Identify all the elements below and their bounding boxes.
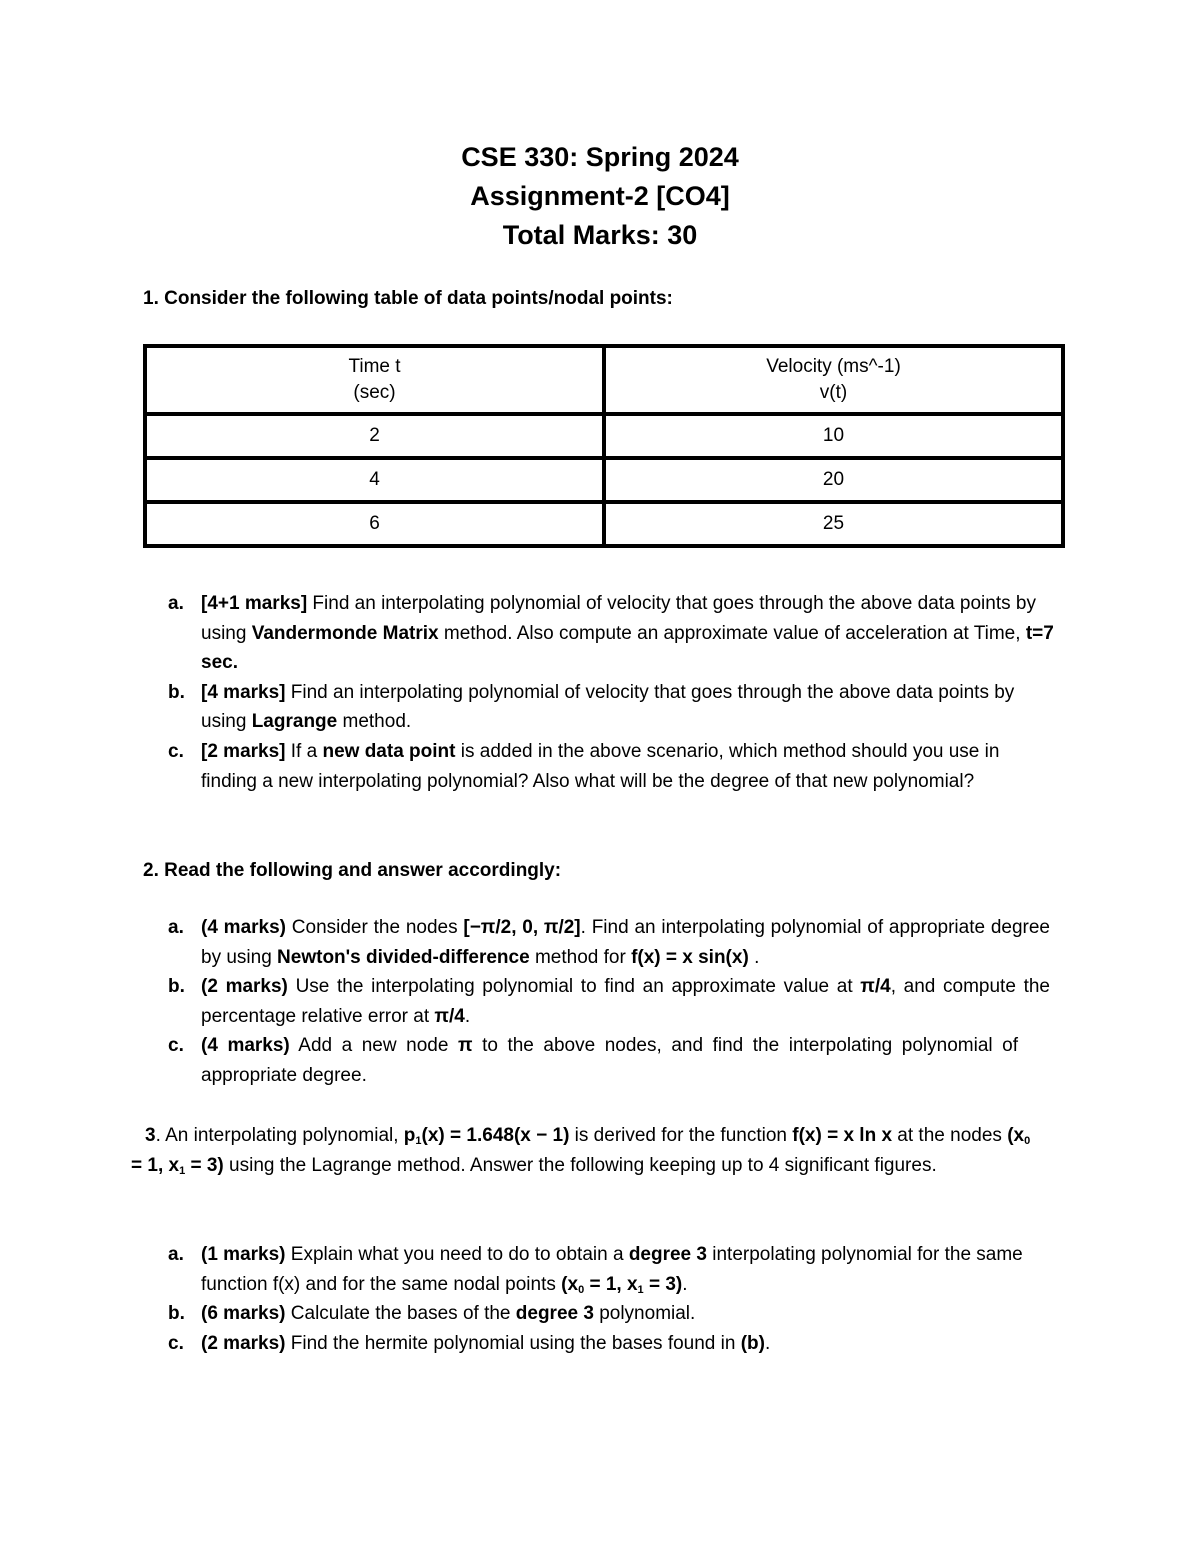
part-emphasis: [−π/2, 0, π/2]	[463, 917, 581, 938]
table-row	[145, 414, 1063, 458]
velocity-cell: 25	[604, 502, 1063, 546]
part-label: a.	[168, 1244, 184, 1265]
part-text: Calculate the bases of the	[285, 1303, 516, 1325]
time-cell: 2	[145, 414, 604, 458]
q1-part-c	[143, 737, 1055, 796]
part-marks: [4+1 marks]	[201, 593, 308, 614]
node-subscript: 1	[637, 1283, 644, 1296]
part-emphasis: π/4	[860, 976, 891, 998]
part-marks: (4 marks)	[201, 1035, 290, 1057]
q3-part-b	[143, 1299, 1043, 1329]
part-text: is added in the above scenario, which method should you use in finding a new interpolating polynomial? Also what will be the degree of that new polynomial?	[201, 740, 1000, 792]
table-row	[145, 502, 1063, 546]
part-emphasis: degree 3	[515, 1303, 594, 1325]
node-open: (x	[1007, 1125, 1025, 1146]
part-text: interpolating polynomial for the same function f(x) and for the same nodal points	[201, 1244, 1023, 1295]
part-label: a.	[168, 917, 184, 938]
part-text: Find an interpolating polynomial of velocity that goes through the above data points by using	[201, 681, 1015, 733]
part-marks: (2 marks)	[201, 976, 288, 998]
course-title: CSE 330: Spring 2024	[461, 142, 739, 172]
table-row	[145, 458, 1063, 502]
part-emphasis: f(x) = x sin(x)	[631, 946, 749, 968]
part-text: Consider the nodes	[286, 917, 464, 938]
part-text: . Find an interpolating polynomial of appropriate degree by using	[201, 917, 1050, 968]
header-velocity-label: Velocity (ms^-1)	[766, 356, 901, 377]
q3-part-c	[143, 1329, 1043, 1359]
q2-heading: 2. Read the following and answer accordingly:	[143, 860, 562, 881]
header-time-unit: (sec)	[353, 382, 396, 403]
q3-part-a	[143, 1240, 1043, 1299]
header-time-label: Time t	[348, 356, 401, 377]
q1-part-b	[143, 678, 1055, 737]
q2-part-b	[143, 972, 1050, 1031]
part-marks: (4 marks)	[201, 917, 286, 938]
part-label: c.	[168, 740, 184, 762]
q2-part-c	[143, 1031, 1018, 1090]
node-open: (x	[561, 1273, 579, 1295]
node-close: = 3)	[643, 1273, 683, 1295]
node-subscript: 0	[578, 1283, 585, 1296]
part-text: .	[682, 1273, 688, 1295]
part-emphasis: Vandermonde Matrix	[251, 622, 439, 644]
part-label: c.	[168, 1035, 184, 1057]
part-marks: (1 marks)	[201, 1244, 286, 1265]
q3-text: is derived for the function	[569, 1125, 793, 1146]
part-emphasis: Lagrange	[251, 711, 338, 733]
part-text: , and compute the percentage relative error at	[201, 976, 1050, 1027]
part-text: polynomial.	[593, 1303, 696, 1325]
part-emphasis: π/4	[434, 1005, 465, 1027]
node-subscript: 1	[179, 1165, 186, 1177]
part-text: Use the interpolating polynomial to find an approximate value at	[287, 976, 861, 998]
time-cell: 4	[145, 458, 604, 502]
q1-part-a	[143, 589, 1055, 678]
q3-text: using the Lagrange method. Answer the following keeping up to 4 significant figures.	[223, 1155, 937, 1176]
part-text: Explain what you need to do to obtain a	[285, 1244, 629, 1265]
part-text: to the above nodes, and find the interpolating polynomial of appropriate degree.	[201, 1035, 1019, 1086]
part-label: b.	[168, 976, 185, 998]
q3-text: . An interpolating polynomial,	[155, 1125, 404, 1146]
q3-parts	[143, 1240, 1043, 1358]
part-text: .	[748, 946, 760, 968]
part-label: b.	[168, 1303, 185, 1325]
part-text: If a	[285, 740, 323, 762]
q3-polynomial	[404, 1125, 570, 1146]
part-text: .	[764, 1332, 771, 1354]
q1-parts	[143, 589, 1055, 796]
velocity-cell: 20	[604, 458, 1063, 502]
q3-text: at the nodes	[892, 1125, 1008, 1146]
assignment-title: Assignment-2 [CO4]	[470, 181, 730, 211]
part-text: Add a new node	[289, 1035, 458, 1057]
part-emphasis: degree 3	[628, 1244, 707, 1265]
q3-function: f(x) = x ln x	[792, 1125, 893, 1146]
part-text: Find an interpolating polynomial of velocity that goes through the above data points by using	[201, 593, 1036, 644]
node-close: = 3)	[185, 1155, 224, 1176]
header-velocity	[604, 346, 1063, 414]
q1-heading: 1. Consider the following table of data points/nodal points:	[143, 288, 673, 309]
node-mid: = 1, x	[584, 1273, 638, 1295]
part-text: method. Also compute an approximate value of acceleration at Time,	[438, 622, 1026, 644]
part-label: c.	[168, 1332, 184, 1354]
total-marks: Total Marks: 30	[502, 220, 698, 250]
velocity-cell: 10	[604, 414, 1063, 458]
part-marks: (6 marks)	[201, 1303, 286, 1325]
node-mid: = 1, x	[131, 1155, 180, 1176]
table-header-row	[145, 346, 1063, 414]
part-label: a.	[168, 593, 184, 614]
part-emphasis: Newton's divided-difference	[277, 946, 530, 968]
time-cell: 6	[145, 502, 604, 546]
q3-intro	[131, 1121, 1031, 1181]
part-text: Find the hermite polynomial using the bases found in	[285, 1332, 741, 1354]
part-label: b.	[168, 681, 185, 703]
part-text: method for	[529, 946, 632, 968]
part-marks: [2 marks]	[201, 740, 286, 762]
q2-parts	[143, 913, 1050, 1091]
part-text: method.	[337, 711, 412, 733]
poly-expression: (x) = 1.648(x − 1)	[421, 1125, 570, 1146]
document-header	[0, 138, 1200, 255]
q2-part-a	[143, 913, 1050, 972]
part-emphasis: π	[457, 1035, 473, 1057]
poly-subscript: 1	[415, 1135, 422, 1147]
q3a-nodes	[561, 1274, 682, 1295]
part-emphasis: (b)	[740, 1332, 765, 1354]
q3-number: 3	[145, 1125, 156, 1146]
poly-symbol: p	[403, 1125, 416, 1146]
node-subscript: 0	[1024, 1135, 1031, 1147]
part-marks: [4 marks]	[201, 681, 286, 703]
part-marks: (2 marks)	[201, 1332, 286, 1354]
part-emphasis: new data point	[322, 740, 456, 762]
part-text: .	[464, 1005, 471, 1027]
header-time	[145, 346, 604, 414]
part-emphasis: t=7 sec.	[201, 622, 1054, 674]
header-velocity-symbol: v(t)	[819, 382, 848, 403]
data-table	[143, 344, 1065, 548]
